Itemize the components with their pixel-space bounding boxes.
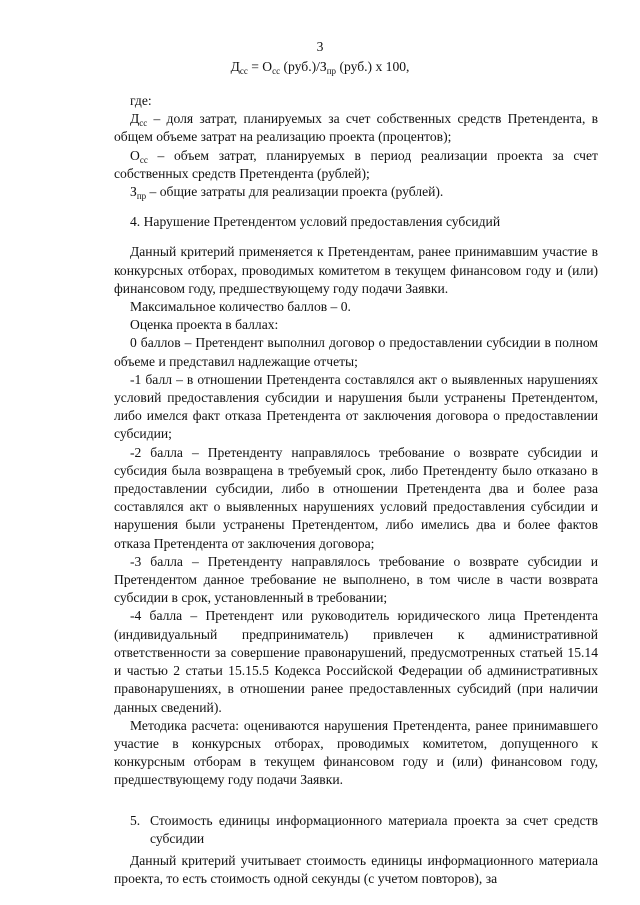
max-score: Максимальное количество баллов – 0. <box>130 299 351 315</box>
formula <box>0 58 640 76</box>
formula-z-sub: пр <box>326 66 337 76</box>
formula-o-sub: сс <box>272 66 281 76</box>
document-body <box>114 92 598 888</box>
symbol: О <box>130 147 140 163</box>
score-item: 0 баллов – Претендент выполнил договор о предоставлении субсидии в полном объеме и представил надлежащие отчеты; <box>114 335 598 369</box>
formula-tail: (руб.) х 100, <box>336 59 410 74</box>
section-5-intro: Данный критерий учитывает стоимость единицы информационного материала проекта, то есть стоимость одной секунды (с учетом повторов), за <box>114 852 598 887</box>
formula-eq: = О <box>247 59 273 74</box>
definition-oss <box>114 147 598 183</box>
definition-text: – объем затрат, планируемых в период реализации проекта за счет собственных средств Претендента (рублей); <box>114 147 598 181</box>
symbol-subscript: сс <box>139 118 148 129</box>
score-item: -1 балл – в отношении Претендента составлялся акт о выявленных нарушениях условий предоставления субсидии и нарушения были устранены Претендентом, либо имелся факт отказа Претендента от заключения договора о предоставлении субсидии; <box>114 371 598 442</box>
score-label: Оценка проекта в баллах: <box>130 317 279 333</box>
formula-mid: (руб.)/З <box>280 59 327 74</box>
where-label: где: <box>130 93 152 108</box>
definition-dss <box>114 110 598 146</box>
section-5-title: Стоимость единицы информационного материала проекта за счет средств субсидии <box>150 812 598 846</box>
formula-lhs: Д <box>230 59 240 74</box>
symbol: З <box>130 184 137 200</box>
definition-zpr <box>114 183 598 201</box>
section-5-heading <box>114 812 598 848</box>
definition-text: – общие затраты для реализации проекта (рублей). <box>146 184 444 200</box>
score-item: -3 балла – Претенденту направлялось требование о возврате субсидии и Претендентом данное требование не выполнено, в том числе в части возврата субсидии в срок, установленный в требовании; <box>114 553 598 606</box>
symbol-subscript: сс <box>139 154 148 165</box>
symbol: Д <box>130 111 140 127</box>
score-item: -2 балла – Претенденту направлялось требование о возврате субсидии и субсидия была возвращена в требуемый срок, либо Претенденту было отказано в предоставлении субсидии, либо в отношении Претендента два и более раза составлялся акт о выявленных нарушениях условий предоставления субсидии и нарушения были устранены Претендентом, либо имелись два и более фактов отказа Претендента от заключения договора; <box>114 444 598 551</box>
section-4-intro: Данный критерий применяется к Претендентам, ранее принимавшим участие в конкурсных отборах, проводимых комитетом в текущем финансовом году и (или) финансовом году, предшествующему году подачи Заявки. <box>114 244 598 296</box>
formula-lhs-sub: сс <box>239 66 248 76</box>
method-description: Методика расчета: оцениваются нарушения Претендента, ранее принимавшего участие в конкурсных отборах, проводимых комитетом, допущенного к конкурсным отборам в текущем финансовом году и (или) финансовом году, предшествующему году подачи Заявки. <box>114 717 598 788</box>
score-item: -4 балла – Претендент или руководитель юридического лица Претендента (индивидуальный предприниматель) привлечен к административной ответственности за совершение правонарушений, предусмотренных статьей 15.14 и частью 2 статьи 15.15.5 Кодекса Российской Федерации об административных правонарушениях, в отношении ранее предоставленных субсидий (при наличии данных сведений). <box>114 608 598 715</box>
section-5-number: 5. <box>130 812 141 828</box>
definition-text: – доля затрат, планируемых за счет собственных средств Претендента, в общем объеме затрат на реализацию проекта (процентов); <box>114 111 598 145</box>
page-number: 3 <box>316 39 324 54</box>
symbol-subscript: пр <box>136 191 147 202</box>
section-4-heading: 4. Нарушение Претендентом условий предоставления субсидий <box>130 214 501 230</box>
